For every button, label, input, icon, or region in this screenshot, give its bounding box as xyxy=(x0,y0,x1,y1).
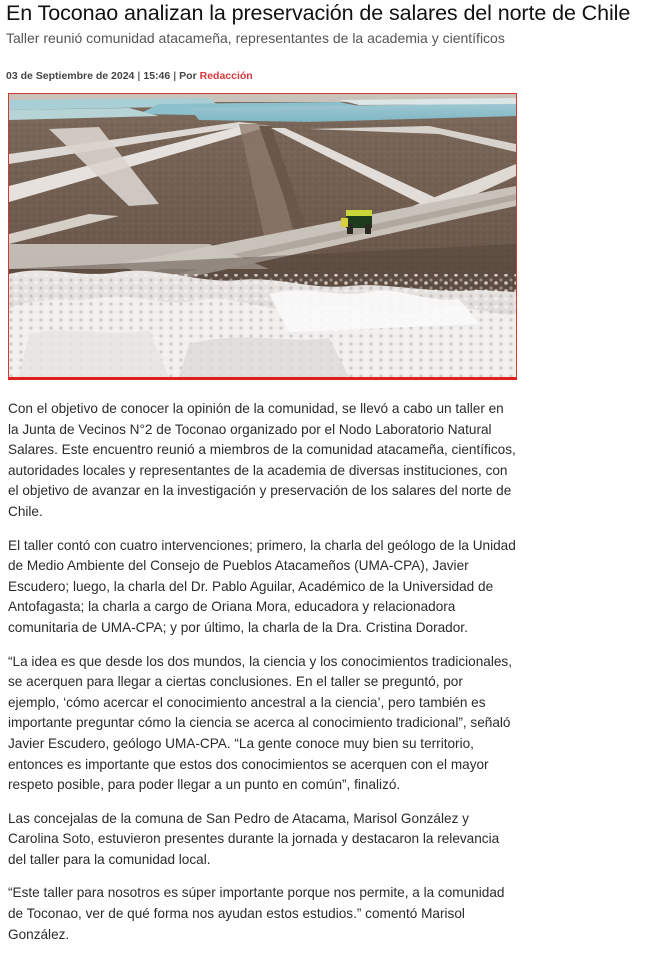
hero-image xyxy=(8,93,517,380)
author-link[interactable]: Redacción xyxy=(199,70,253,82)
body-paragraph: “La idea es que desde los dos mundos, la ciencia y los conocimientos tradicionales, se acerquen para llegar a ciertas conclusiones. En el taller se preguntó, por ejemplo, ‘cómo acercar el conocimiento ancestral a la ciencia’, pero también es importante preguntar cómo la ciencia se acerca al conocimiento tradicional”, señaló Javier Escudero, geólogo UMA-CPA. “La gente conoce muy bien su territorio, entonces es importante que estos dos conocimientos se acerquen con el mayor respeto posible, para poder llegar a un punto en común”, finalizó. xyxy=(8,653,513,793)
meta-separator: | xyxy=(173,70,177,82)
article-headline: En Toconao analizan la preservación de salares del norte de Chile xyxy=(6,1,631,25)
publish-date: 03 de Septiembre de 2024 xyxy=(6,70,135,82)
article-body xyxy=(8,399,518,958)
body-paragraph: Con el objetivo de conocer la opinión de la comunidad, se llevó a cabo un taller en la Junta de Vecinos N°2 de Toconao organizado por el Nodo Laboratorio Natural Salares. Este encuentro reunió a miembros de la comunidad atacameña, científicos, autoridades locales y representantes de la academia de diversas instituciones, con el objetivo de avanzar en la investigación y preservación de los salares del norte de Chile. xyxy=(8,401,516,519)
body-paragraph: “Este taller para nosotros es súper importante porque nos permite, a la comunidad de Toconao, ver de qué forma nos ayudan estos estudios.” comentó Marisol González. xyxy=(8,885,505,942)
byline-label: Por xyxy=(179,70,197,82)
salt-flat-photo-icon xyxy=(9,94,516,377)
body-paragraph: Las concejalas de la comuna de San Pedro de Atacama, Marisol González y Carolina Soto, estuvieron presentes durante la jornada y destacaron la relevancia del taller para la comunidad local. xyxy=(8,810,500,867)
article-subtitle: Taller reunió comunidad atacameña, representantes de la academia y científicos xyxy=(6,30,505,46)
meta-separator: | xyxy=(137,70,141,82)
body-paragraph: El taller contó con cuatro intervenciones; primero, la charla del geólogo de la Unidad de Medio Ambiente del Consejo de Pueblos Atacameños (UMA-CPA), Javier Escudero; luego, la charla del Dr. Pablo Aguilar, Académico de la Universidad de Antofagasta; la charla a cargo de Oriana Mora, educadora y relacionadora comunitaria de UMA-CPA; y por último, la charla de la Dra. Cristina Dorador. xyxy=(8,537,516,635)
article-meta xyxy=(6,69,253,83)
publish-time: 15:46 xyxy=(143,70,171,82)
